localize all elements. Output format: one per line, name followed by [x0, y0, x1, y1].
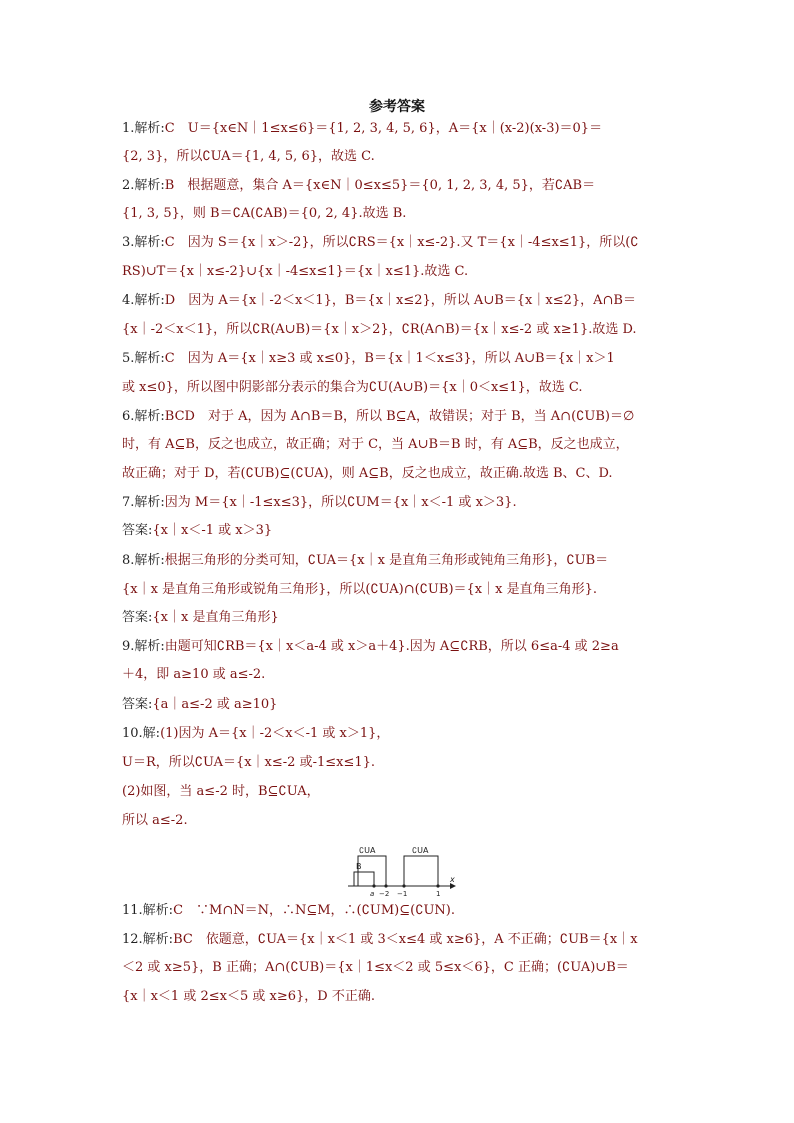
answer-text: B 根据题意，集合 A＝{x∈N｜0≤x≤5}＝{0, 1, 2, 3, 4, 5}，若∁AB＝	[164, 178, 596, 193]
answer-line	[122, 902, 682, 920]
b-bracket	[354, 872, 374, 886]
answer-text: 根据三角形的分类可知，∁UA＝{x｜x 是直角三角形或钝角三角形}，∁UB＝	[164, 553, 609, 568]
answer-line	[122, 177, 682, 195]
answer-line	[122, 609, 682, 627]
answer-label: 1.解析:	[122, 121, 165, 136]
answer-line	[122, 696, 682, 714]
tick-label-m1: −1	[397, 890, 408, 898]
answer-text: {a｜a≤-2 或 a≥10}	[152, 697, 278, 712]
tick-label-m2: −2	[379, 890, 390, 898]
answer-label: 2.解析:	[122, 178, 165, 193]
answer-text: {x｜x＜-1 或 x＞3}	[152, 523, 273, 538]
answer-line	[122, 205, 682, 223]
answer-label: 6.解析:	[122, 409, 165, 424]
answer-text: ＋4，即 a≥10 或 a≤-2.	[122, 667, 266, 682]
answer-line	[122, 666, 682, 684]
answer-line	[122, 552, 682, 570]
b-label: B	[356, 862, 362, 871]
answer-line	[122, 581, 682, 599]
answer-line	[122, 234, 682, 252]
answer-text: 所以 a≤-2.	[122, 813, 188, 828]
answer-label: 答案:	[122, 523, 153, 538]
cua-left-label: ∁UA	[359, 846, 376, 855]
answer-text: {x｜-2＜x＜1}，所以∁R(A∪B)＝{x｜x＞2}，∁R(A∩B)＝{x｜x≤-2 或 x≥1}.故选 D.	[122, 322, 637, 337]
answer-text: {2, 3}，所以∁UA＝{1, 4, 5, 6}，故选 C.	[122, 149, 375, 164]
answer-line	[122, 522, 682, 540]
answer-line	[122, 783, 682, 801]
answer-text: 时，有 A⊆B，反之也成立，故正确；对于 C，当 A∪B＝B 时，有 A⊆B，反之也成立，	[122, 437, 629, 452]
answer-text: U＝R，所以∁UA＝{x｜x≤-2 或-1≤x≤1}.	[122, 755, 376, 770]
answer-line	[122, 754, 682, 772]
answer-line	[122, 812, 682, 830]
answer-line	[122, 465, 682, 483]
answer-text: 故正确；对于 D，若(∁UB)⊆(∁UA)，则 A⊆B，反之也成立，故正确.故选 B、C、D.	[122, 466, 613, 481]
answer-line	[122, 350, 682, 368]
answer-line	[122, 931, 682, 949]
answer-line	[122, 988, 682, 1006]
answer-text: {1, 3, 5}，则 B＝∁A(∁AB)＝{0, 2, 4}.故选 B.	[122, 206, 407, 221]
answer-label: 9.解析:	[122, 639, 165, 654]
answer-line	[122, 148, 682, 166]
answer-line	[122, 120, 682, 138]
answer-line	[122, 725, 682, 743]
answer-text: BCD 对于 A，因为 A∩B＝B，所以 B⊆A，故错误；对于 B，当 A∩(∁UB)＝∅	[164, 409, 635, 424]
answer-line	[122, 638, 682, 656]
answer-line	[122, 436, 682, 454]
answer-text: D 因为 A＝{x｜-2＜x＜1}，B＝{x｜x≤2}，所以 A∪B＝{x｜x≤2}，A∩B＝	[164, 293, 636, 308]
answer-text: BC 依题意，∁UA＝{x｜x＜1 或 3＜x≤4 或 x≥6}，A 不正确；∁UB＝{x｜x	[173, 932, 638, 947]
answer-text: {x｜x 是直角三角形}	[152, 610, 279, 625]
tick-one	[436, 884, 439, 887]
answer-text: ＜2 或 x≥5}，B 正确；A∩(∁UB)＝{x｜1≤x＜2 或 5≤x＜6}，C 正确；(∁UA)∪B＝	[122, 960, 629, 975]
answer-line	[122, 408, 682, 426]
answer-label: 答案:	[122, 610, 153, 625]
answer-line	[122, 959, 682, 977]
answer-line	[122, 292, 682, 310]
number-line-diagram	[344, 842, 464, 898]
answer-label: 12.解析:	[122, 932, 174, 947]
page-title: 参考答案	[369, 99, 425, 115]
tick-a	[372, 884, 375, 887]
answer-label: 4.解析:	[122, 293, 165, 308]
answer-line	[122, 379, 682, 397]
cua-left-bracket	[358, 856, 386, 886]
answer-label: 10.解:	[122, 726, 161, 741]
answer-text: 由题可知∁RB＝{x｜x＜a-4 或 x＞a＋4}.因为 A⊆∁RB，所以 6≤a-4 或 2≥a	[164, 639, 619, 654]
answer-text: 因为 M＝{x｜-1≤x≤3}，所以∁UM＝{x｜x＜-1 或 x＞3}.	[164, 495, 517, 510]
answer-text: {x｜x 是直角三角形或锐角三角形}，所以(∁UA)∩(∁UB)＝{x｜x 是直角三角形}.	[122, 582, 597, 597]
answer-text: C 因为 S＝{x｜x＞-2}，所以∁RS＝{x｜x≤-2}.又 T＝{x｜-4≤x≤1}，所以(∁	[164, 235, 639, 250]
answer-line	[122, 494, 682, 512]
answer-label: 11.解析:	[122, 903, 174, 918]
answer-text: C ∵M∩N＝N，∴N⊆M，∴(∁UM)⊆(∁UN).	[173, 903, 455, 918]
answer-text: 或 x≤0}，所以图中阴影部分表示的集合为∁U(A∪B)＝{x｜0＜x≤1}，故选 C.	[122, 380, 583, 395]
cua-right-bracket	[404, 856, 438, 886]
cua-right-label: ∁UA	[412, 846, 429, 855]
answer-label: 5.解析:	[122, 351, 165, 366]
answer-text: RS)∪T＝{x｜x≤-2}∪{x｜-4≤x≤1}＝{x｜x≤1}.故选 C.	[122, 264, 469, 279]
x-axis-label: x	[450, 875, 455, 884]
answer-text: C 因为 A＝{x｜x≥3 或 x≤0}，B＝{x｜1＜x≤3}，所以 A∪B＝{x｜x＞1	[164, 351, 615, 366]
tick-m2	[384, 884, 387, 887]
tick-m1	[402, 884, 405, 887]
answer-label: 8.解析:	[122, 553, 165, 568]
answer-label: 7.解析:	[122, 495, 165, 510]
answer-line	[122, 263, 682, 281]
answer-text: (2)如图，当 a≤-2 时，B⊆∁UA，	[122, 784, 320, 799]
answer-label: 3.解析:	[122, 235, 165, 250]
answer-label: 答案:	[122, 697, 153, 712]
answer-text: (1)因为 A＝{x｜-2＜x＜-1 或 x＞1}，	[160, 726, 390, 741]
tick-label-a: a	[370, 890, 375, 898]
answer-text: {x｜x＜1 或 2≤x＜5 或 x≥6}，D 不正确.	[122, 989, 375, 1004]
tick-label-one: 1	[436, 890, 441, 898]
answer-text: C U＝{x∈N｜1≤x≤6}＝{1, 2, 3, 4, 5, 6}，A＝{x｜(x-2)(x-3)＝0}＝	[164, 121, 603, 136]
answer-line	[122, 321, 682, 339]
